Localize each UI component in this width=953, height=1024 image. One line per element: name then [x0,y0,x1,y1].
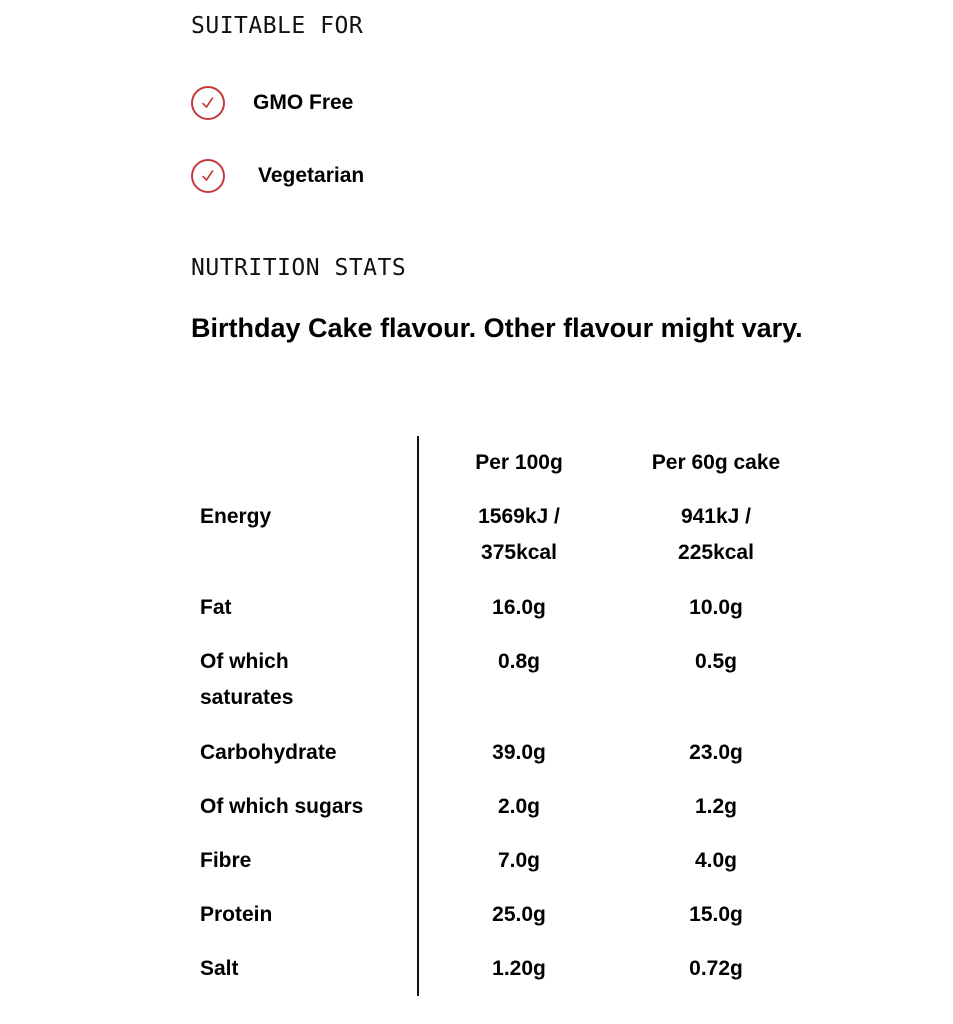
column-header-per-60g: Per 60g cake [651,451,781,474]
salt-per-100g: 1.20g [492,957,546,980]
row-label-saturates: Of which saturates [200,650,294,709]
energy-per-60g: 941kJ / 225kcal [678,505,754,564]
row-label-energy: Energy [200,505,272,528]
suitable-item-gmo-free [191,84,353,122]
table-divider [417,436,419,996]
saturates-per-60g: 0.5g [694,650,738,673]
row-label-fat: Fat [200,596,232,619]
suitable-for-heading: SUITABLE FOR [191,13,364,39]
check-circle-icon [191,159,225,193]
energy-per-100g: 1569kJ / 375kcal [478,505,560,564]
protein-per-100g: 25.0g [492,903,546,926]
check-circle-icon [191,86,225,120]
row-label-protein: Protein [200,903,273,926]
fat-per-100g: 16.0g [492,596,546,619]
suitable-item-vegetarian [191,157,364,195]
column-header-per-100g: Per 100g [475,451,563,474]
fibre-per-60g: 4.0g [694,849,738,872]
row-label-salt: Salt [200,957,239,980]
suitable-item-label: GMO Free [253,91,354,114]
carbohydrate-per-60g: 23.0g [689,741,743,764]
carbohydrate-per-100g: 39.0g [492,741,546,764]
row-label-carbohydrate: Carbohydrate [200,741,337,764]
saturates-per-100g: 0.8g [497,650,541,673]
row-label-fibre: Fibre [200,849,252,872]
protein-per-60g: 15.0g [689,903,743,926]
nutrition-stats-heading: NUTRITION STATS [191,255,407,281]
fat-per-60g: 10.0g [689,596,743,619]
sugars-per-60g: 1.2g [694,795,738,818]
salt-per-60g: 0.72g [689,957,743,980]
flavour-note: Birthday Cake flavour. Other flavour might vary. [191,313,803,343]
nutrition-table [191,436,821,996]
row-label-sugars: Of which sugars [200,795,364,818]
suitable-item-label: Vegetarian [258,164,365,187]
fibre-per-100g: 7.0g [497,849,541,872]
sugars-per-100g: 2.0g [497,795,541,818]
